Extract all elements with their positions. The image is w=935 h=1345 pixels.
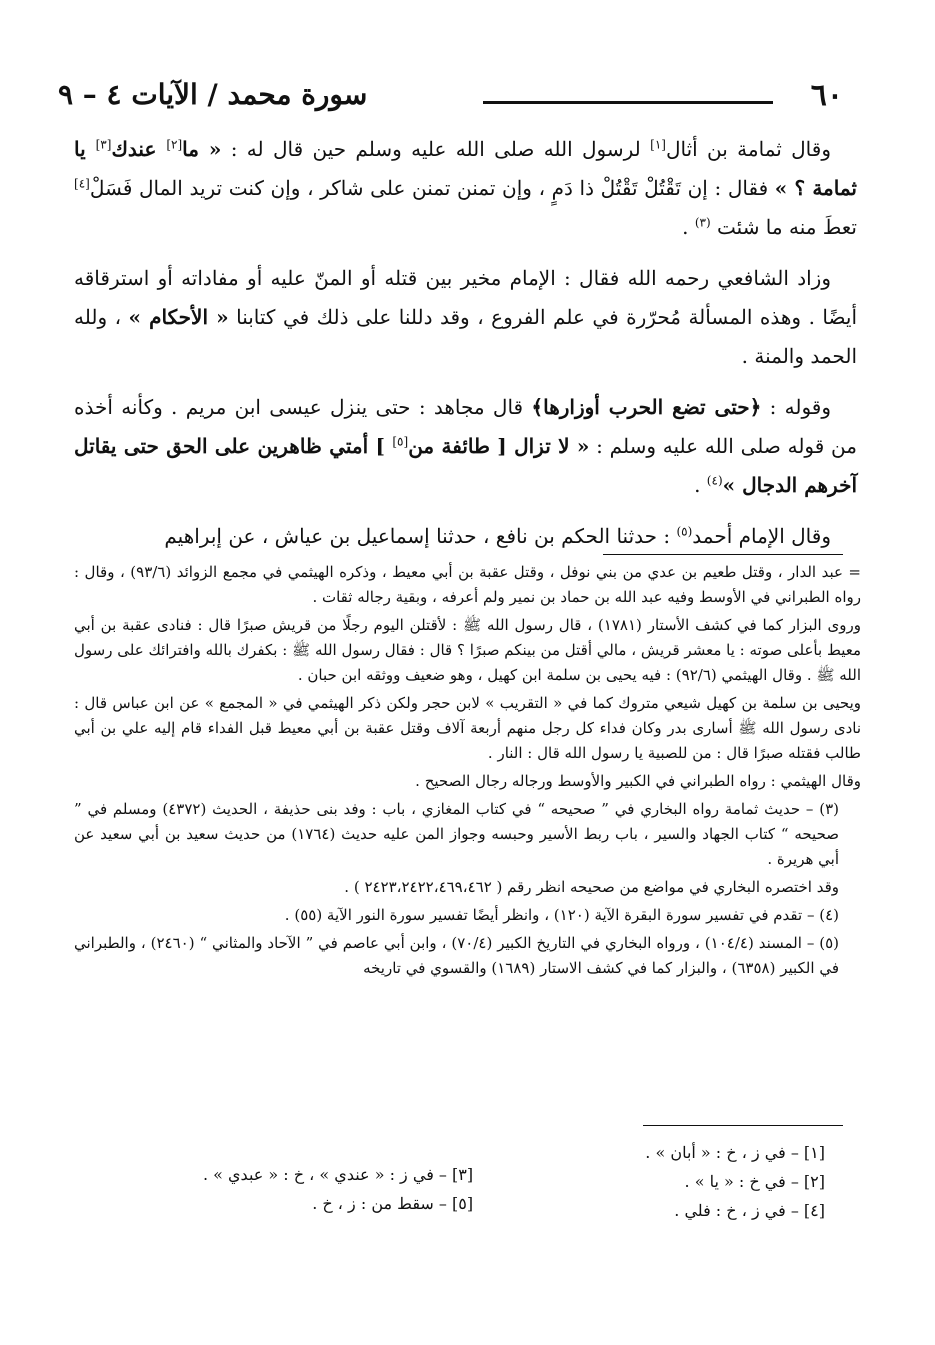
- note-marker: [٥]: [392, 434, 409, 449]
- note-marker: [٣]: [95, 137, 112, 152]
- note-marker: (٣): [694, 215, 711, 230]
- footnote: (٣) – حديث ثمامة رواه البخاري في ” صحيحه “ في كتاب المغازي ، باب : وفد بنى حذيفة ، الحديث (٤٣٧٢) ومسلم في ” صحيحه “ كتاب الجهاد والسير ، باب ربط الأسير وحبسه وجواز المن عليه حديث (١٧٦٤) من حديث سعيد بن أبي سعيد عن أبي هريرة .: [74, 800, 840, 868]
- text-run: وقال ثمامة بن أثال: [665, 137, 831, 161]
- note-marker: [١]: [650, 137, 666, 152]
- variant-note: [٣] – في ز : « عندي » ، خ : « عبدي » .: [202, 1165, 474, 1184]
- note-marker: [٤]: [74, 176, 90, 191]
- emphasized-text: « ما: [182, 137, 222, 161]
- variant-note: [٢] – في خ : « يا » .: [684, 1172, 825, 1191]
- variants-right-column: [473, 1138, 825, 1225]
- variants-separator: [643, 1125, 843, 1126]
- footnote: وروى البزار كما في كشف الأستار (١٧٨١) ، قال رسول الله ﷺ : لأقتلن اليوم رجلًا من قريش صبرًا قال : فنادى عقبة بن أبي معيط بأعلى صوته : يا معشر قريش ، مالي أقتل من بينكم صبرًا ؟ قال : فقال رسول الله ﷺ : بكفرك بالله وافترائك على رسول الله ﷺ . وقال الهيثمي (٩٢/٦) : فيه يحيى بن سلمة ابن كهيل ، وهو ضعيف ووثقه ابن حبان .: [74, 616, 861, 684]
- note-marker: (٥): [676, 524, 693, 539]
- emphasized-text: عندك: [111, 137, 167, 161]
- text-run: .: [682, 215, 695, 239]
- paragraph: [74, 259, 857, 376]
- emphasized-text: ﴿حتى تضع الحرب أوزارها﴾: [531, 395, 762, 419]
- footnote: ويحيى بن سلمة بن كهيل شيعي متروك كما في « التقريب » لابن حجر ولكن ذكر الهيثمي في « المجمع » عن ابن عباس قال : نادى رسول الله ﷺ أسارى بدر وكان فداء كل رجل منهم أربعة آلاف وقتل عقبة بن أبي معيط قبل الفداء قام إليه علي بن أبي طالب فقتله صبرًا قال : من للصبية يا رسول الله قال : النار .: [74, 694, 861, 762]
- page-header: [58, 78, 843, 118]
- variant-note: [٥] – سقط من : ز ، خ .: [312, 1194, 474, 1213]
- text-run: تعطَ منه ما شئت: [710, 215, 857, 239]
- footnote: وقال الهيثمي : رواه الطبراني في الكبير والأوسط ورجاله رجال الصحيح .: [415, 772, 861, 790]
- text-run: .: [694, 473, 707, 497]
- header-rule: [483, 101, 773, 104]
- text-run: لرسول الله صلى الله عليه وسلم حين قال له :: [221, 137, 651, 161]
- footnote: وقد اختصره البخاري في مواضع من صحيحه انظر رقم ( ٢٤٢٣،٢٤٢٢،٤٦٩،٤٦٢ ) .: [344, 878, 839, 896]
- manuscript-variants: [60, 1138, 825, 1248]
- footnote: (٤) – تقدم في تفسير سورة البقرة الآية (١٢٠) ، وانظر أيضًا تفسير سورة النور الآية (٥٥) .: [284, 906, 839, 924]
- footnote: (٥) – المسند (١٠٤/٤) ، ورواه البخاري في التاريخ الكبير (٧٠/٤) ، وابن أبي عاصم في ” الآحاد والمثاني “ (٢٤٦٠) ، والطبراني في الكبير (٦٣٥٨) ، والبزار كما في كشف الاستار (١٦٨٩) والقسوي في تاريخه: [74, 934, 840, 977]
- footnote-separator: [603, 554, 843, 555]
- emphasized-text: « الأحكام »: [128, 305, 229, 329]
- paragraph: [74, 517, 857, 556]
- emphasized-text: يا ثمامة ؟ »: [74, 137, 857, 200]
- paragraph: [74, 130, 857, 247]
- text-run: : حدثنا الحكم بن نافع ، حدثنا إسماعيل بن عياش ، عن إبراهيم: [164, 524, 677, 548]
- emphasized-text: ] أمتي ظاهرين على الحق حتى يقاتل آخرهم الدجال »: [74, 434, 857, 497]
- text-run: وقوله :: [761, 395, 831, 419]
- variant-note: [١] – في ز ، خ : « أبان » .: [645, 1143, 825, 1162]
- page-number: ٦٠: [810, 78, 843, 113]
- note-marker: [٢]: [166, 137, 183, 152]
- text-run: ، ولله الحمد والمنة .: [74, 305, 857, 368]
- text-run: وقال الإمام أحمد: [692, 524, 831, 548]
- main-text: [74, 130, 857, 568]
- note-marker: (٤): [706, 473, 723, 488]
- text-run: وزاد الشافعي رحمه الله فقال : الإمام مخير بين قتله أو المنّ عليه أو مفاداته أو استرقاقه أيضًا . وهذه المسألة مُحرّرة في علم الفروع ، وقد دللنا على ذلك في كتابنا: [74, 266, 857, 329]
- text-run: قال مجاهد : حتى ينزل عيسى ابن مريم . وكأنه أخذه من قوله صلى الله عليه وسلم :: [74, 395, 857, 458]
- footnotes: [74, 560, 861, 984]
- variant-note: [٤] – في ز ، خ : فلي .: [674, 1201, 825, 1220]
- text-run: فقال : إن تَقْتُلْ تَقْتُلْ ذا دَمٍ ، وإن تمنن تمنن على شاكر ، وإن كنت تريد المال فَسَلْ: [89, 176, 775, 200]
- footnote: = عبد الدار ، وقتل طعيم بن عدي من بني نوفل ، وقتل عقبة بن أبي معيط ، وذكره الهيثمي في مجمع الزوائد (٩٣/٦) ، وقال : رواه الطبراني في الأوسط وفيه عبد الله بن حماد بن نمير ولم أعرفه ، وبقية رجاله ثقات .: [74, 563, 861, 606]
- emphasized-text: « لا تزال [ طائفة من: [408, 434, 590, 458]
- running-title: سورة محمد / الآيات ٤ – ٩: [58, 78, 368, 111]
- variants-left-column: [60, 1160, 473, 1218]
- paragraph: [74, 388, 857, 505]
